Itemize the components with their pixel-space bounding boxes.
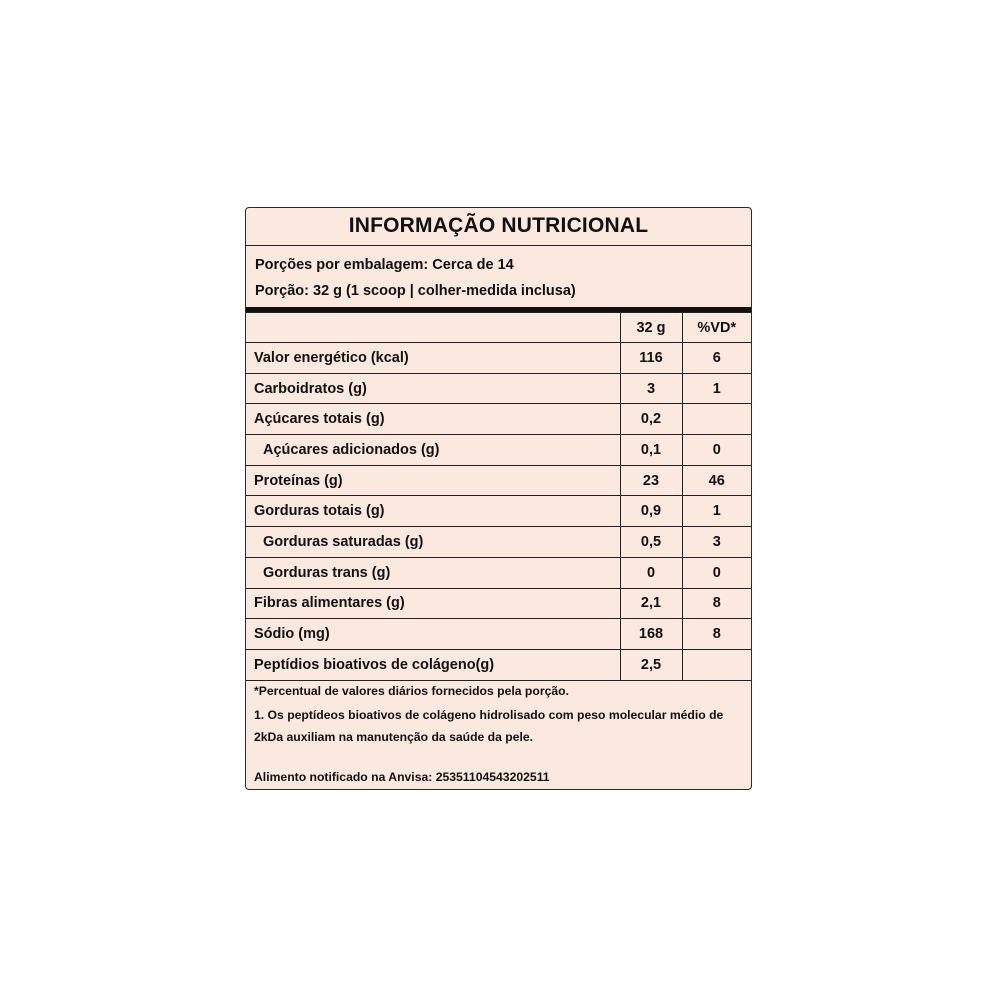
- nutrient-vd: 6: [682, 343, 751, 374]
- nutrient-qty: 116: [620, 343, 682, 374]
- table-row: [246, 496, 751, 527]
- nutrient-qty: 0,5: [620, 527, 682, 558]
- nutrient-qty: 0,9: [620, 496, 682, 527]
- nutrient-qty: 2,5: [620, 649, 682, 680]
- table-row: [246, 557, 751, 588]
- nutrient-qty: 23: [620, 465, 682, 496]
- serving-info: [246, 245, 751, 312]
- collagen-footnote: 1. Os peptídeos bioativos de colágeno hidrolisado com peso molecular médio de 2kDa auxiliam na manutenção da saúde da pele.: [254, 708, 724, 744]
- nutrient-vd: 0: [682, 557, 751, 588]
- nutrient-name: Fibras alimentares (g): [246, 588, 620, 619]
- table-row: [246, 343, 751, 374]
- header-vd: %VD*: [682, 313, 751, 343]
- nutrient-qty: 168: [620, 619, 682, 650]
- nutrient-name: Gorduras saturadas (g): [246, 527, 620, 558]
- nutrient-qty: 0,1: [620, 435, 682, 466]
- nutrient-vd: 3: [682, 527, 751, 558]
- nutrient-name: Sódio (mg): [246, 619, 620, 650]
- header-blank-cell: [246, 313, 620, 343]
- nutrient-name: Gorduras trans (g): [246, 557, 620, 588]
- table-row: [246, 435, 751, 466]
- servings-per-package: Porções por embalagem: Cerca de 14: [255, 257, 514, 273]
- table-row: [246, 465, 751, 496]
- nutrient-name: Carboidratos (g): [246, 373, 620, 404]
- nutrient-vd: [682, 649, 751, 680]
- nutrient-table: [246, 312, 751, 681]
- serving-size: Porção: 32 g (1 scoop | colher-medida inclusa): [255, 283, 576, 299]
- table-row: [246, 649, 751, 680]
- nutrient-qty: 3: [620, 373, 682, 404]
- nutrient-name: Peptídios bioativos de colágeno(g): [246, 649, 620, 680]
- table-row: [246, 527, 751, 558]
- nutrient-vd: 46: [682, 465, 751, 496]
- table-row: [246, 588, 751, 619]
- nutrition-facts-label: [245, 207, 752, 790]
- nutrient-vd: 8: [682, 588, 751, 619]
- nutrient-vd: 1: [682, 496, 751, 527]
- nutrient-vd: 8: [682, 619, 751, 650]
- nutrient-qty: 2,1: [620, 588, 682, 619]
- nutrient-vd: [682, 404, 751, 435]
- nutrient-qty: 0: [620, 557, 682, 588]
- header-qty: 32 g: [620, 313, 682, 343]
- vd-footnote: *Percentual de valores diários fornecidos pela porção.: [254, 684, 569, 698]
- table-row: [246, 404, 751, 435]
- table-row: [246, 373, 751, 404]
- nutrient-vd: 1: [682, 373, 751, 404]
- nutrient-qty: 0,2: [620, 404, 682, 435]
- anvisa-notice: Alimento notificado na Anvisa: 25351104543202511: [254, 770, 550, 784]
- nutrient-name: Gorduras totais (g): [246, 496, 620, 527]
- label-title: INFORMAÇÃO NUTRICIONAL: [246, 208, 751, 246]
- nutrient-name: Proteínas (g): [246, 465, 620, 496]
- nutrient-name: Açúcares totais (g): [246, 404, 620, 435]
- nutrient-name: Açúcares adicionados (g): [246, 435, 620, 466]
- nutrient-vd: 0: [682, 435, 751, 466]
- table-row: [246, 619, 751, 650]
- nutrient-name: Valor energético (kcal): [246, 343, 620, 374]
- table-header-row: [246, 313, 751, 343]
